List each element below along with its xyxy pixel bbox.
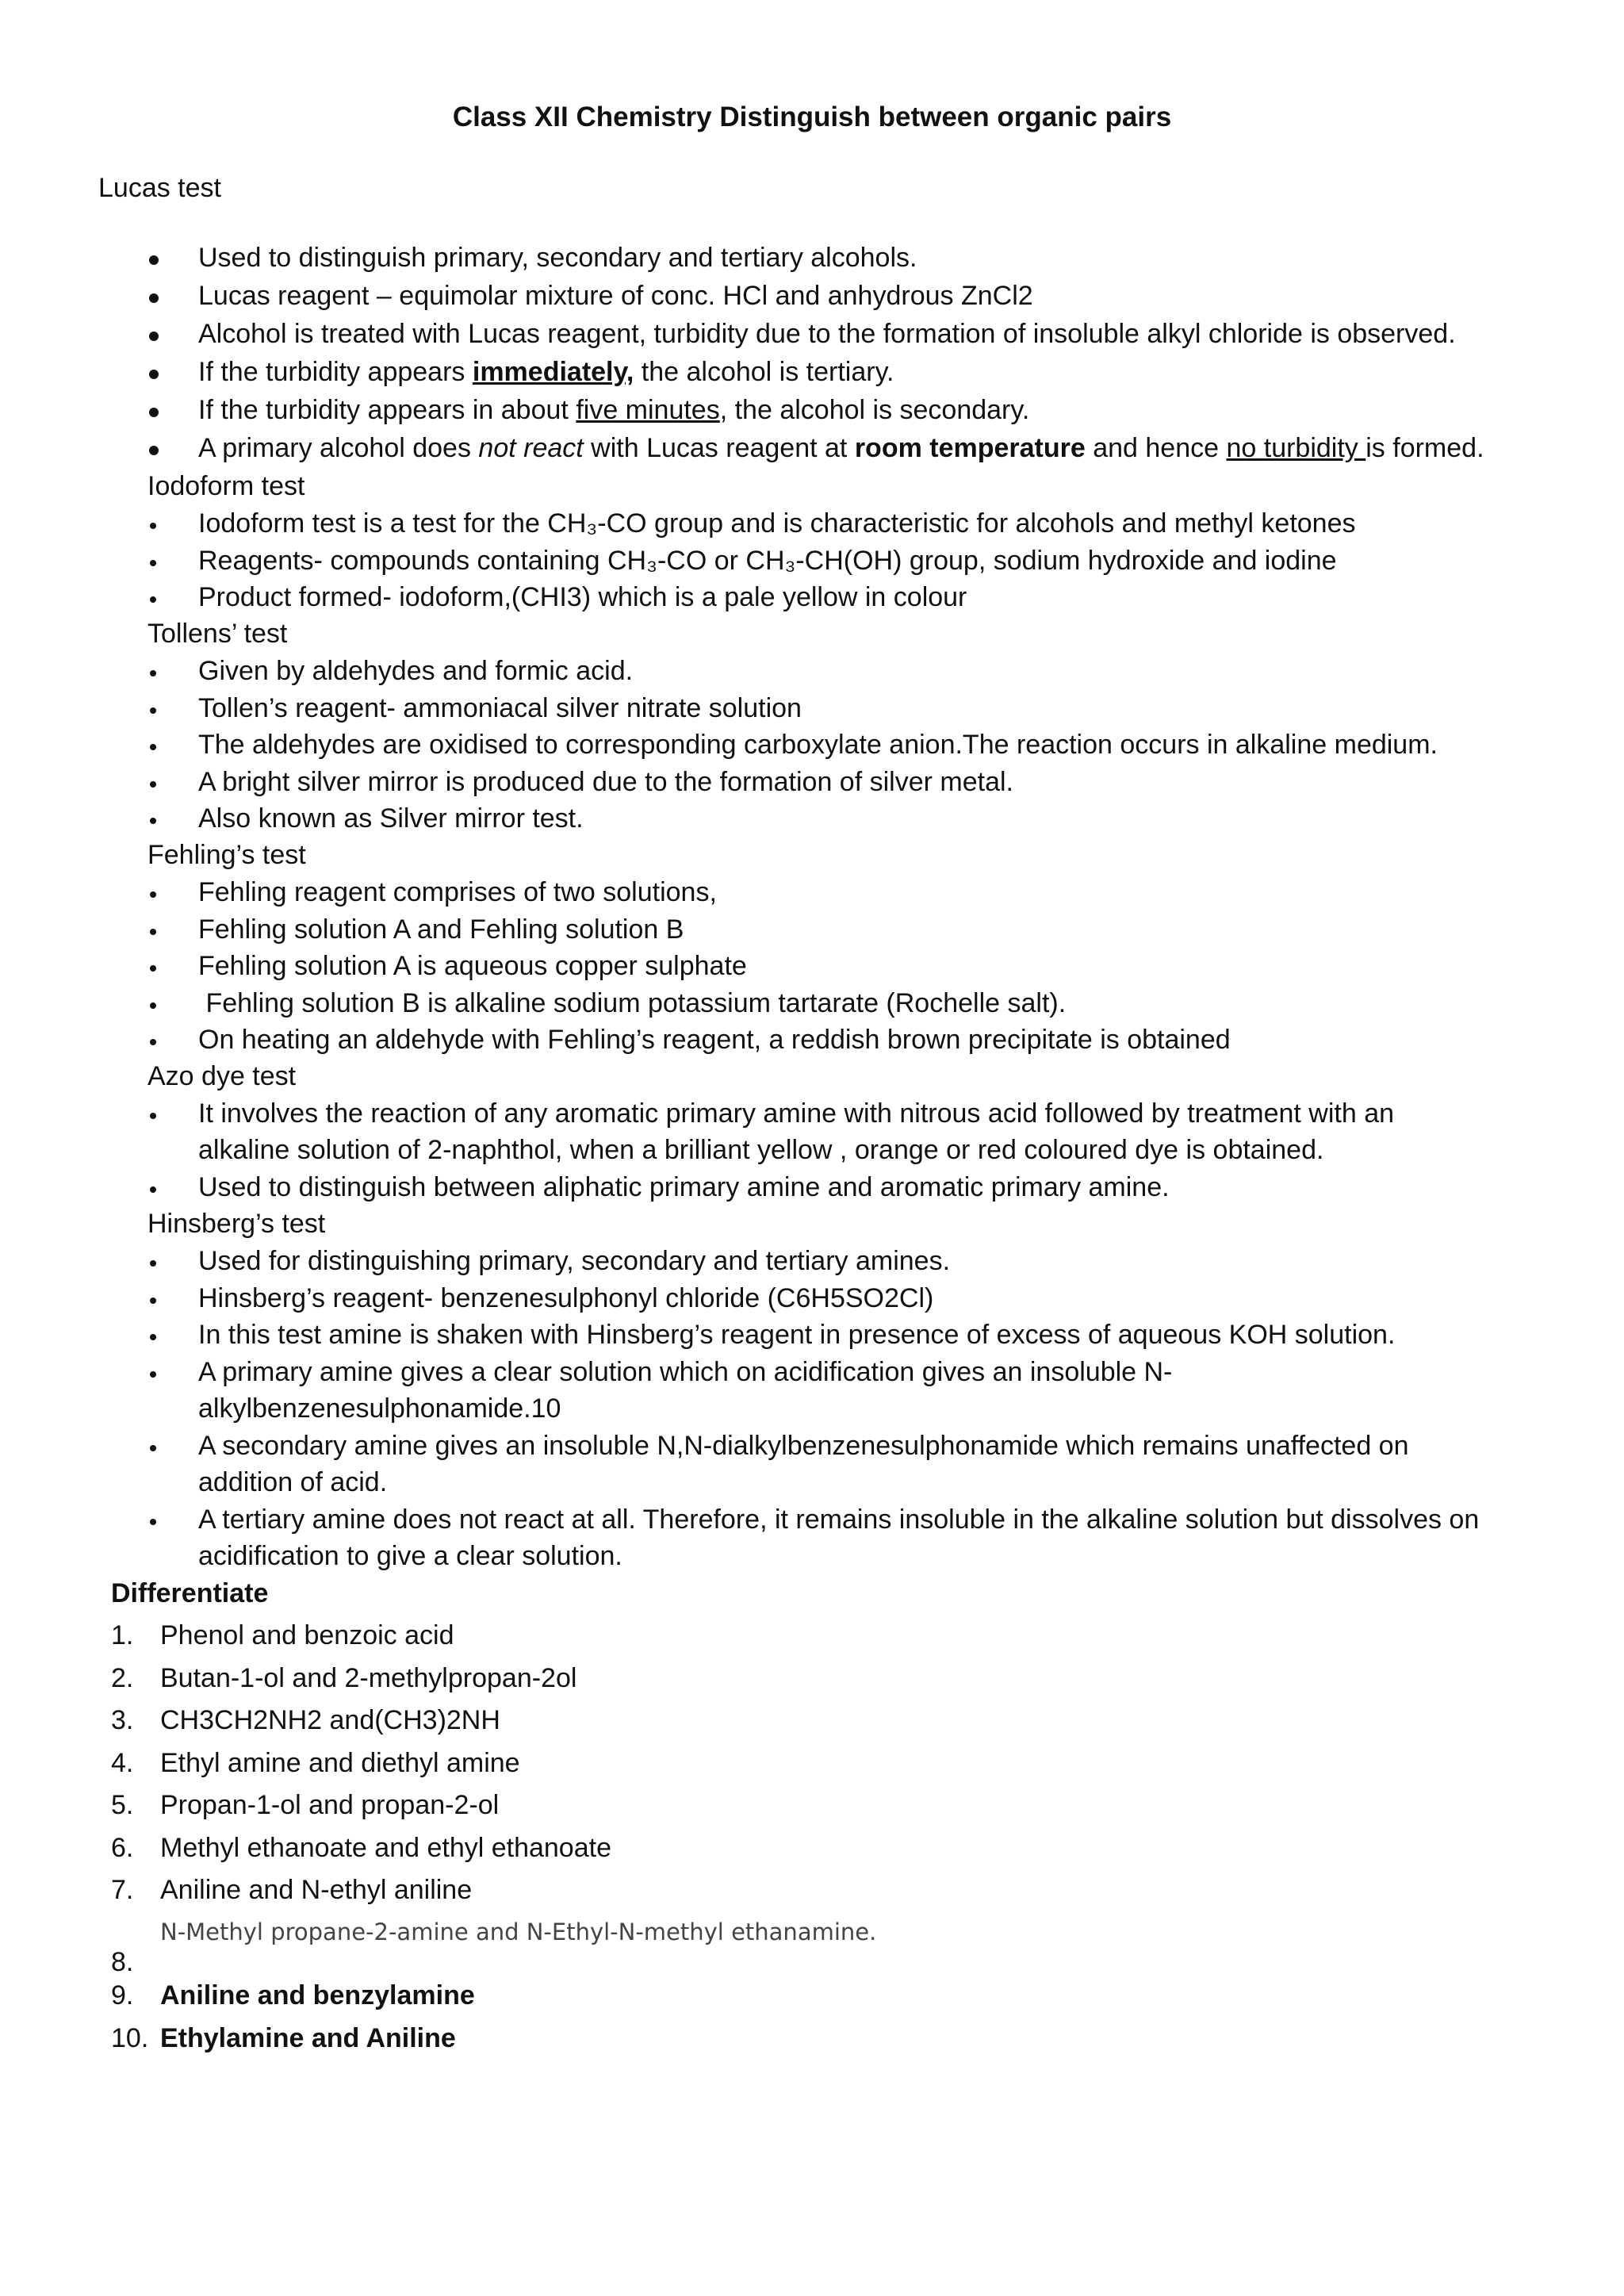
hinsberg-test-heading: Hinsberg’s test [147, 1209, 326, 1239]
tollens-test-heading: Tollens’ test [147, 619, 288, 649]
embedded-text-image: N-Methyl propane-2-amine and N-Ethyl-N-methyl ethanamine. [160, 1918, 877, 1945]
page-title: Class XII Chemistry Distinguish between organic pairs [452, 102, 1172, 132]
fehling-test-heading: Fehling’s test [147, 840, 306, 870]
iodoform-test-heading: Iodoform test [147, 471, 305, 501]
differentiate-heading: Differentiate [111, 1578, 269, 1608]
lucas-test-heading: Lucas test [98, 173, 221, 203]
azo-dye-test-heading: Azo dye test [147, 1061, 297, 1091]
document-page: Class XII Chemistry Distinguish between organic pairs Lucas test Used to distinguish primary, secondary and tertiary alcohols. Lucas reagent – equimolar mixture of conc. HCl and anhydrous ZnCl2 Alcohol is treated with Lucas reagent, turbidity due to the formation of insoluble alkyl chloride is observed. If the turbidity appears immediately, the alcohol is tertiary. If the turbidity appears in about five minutes, the alcohol is secondary. A primary alcohol does not react with Lucas reagent at room temperature and hence no turbidity is formed. Iodoform test Iodoform test is a test for the CH₃-CO group and is characteristic for alcohols and methyl ketones Reagents- compounds containing CH₃-CO or CH₃-CH(OH) group, sodium hydroxide and iodine Product formed- iodoform,(CHI3) which is a pale yellow in colour Tollens’ test Given by aldehydes and formic acid. Tollen’s reagent- ammoniacal silver nitrate solution The aldehydes are oxidised to corresponding carboxylate anion.The reaction occurs in alkaline medium. A bright silver mirror is produced due to the formation of silver metal. Also known as Silver mirror test. Fehling’s test Fehling reagent comprises of two solutions, Fehling solution A and Fehling solution B Fehling solution A is aqueous copper sulphate Fehling solution B is alkaline sodium potassium tartarate (Rochelle salt). On heating an aldehyde with Fehling’s reagent, a reddish brown precipitate is obtained Azo dye test It involves the reaction of any aromatic primary amine with nitrous acid followed by treatment with an alkaline solution of 2-naphthol, when a brilliant yellow , orange or red coloured dye is obtained. Used to distinguish between aliphatic primary amine and aromatic primary amine. Hinsberg’s test Used for distinguishing primary, secondary and tertiary amines. Hinsberg’s reagent- benzenesulphonyl chloride (C6H5SO2Cl) In this test amine is shaken with Hinsberg’s reagent in presence of excess of aqueous KOH solution. A primary amine gives a clear solution which on acidification gives an insoluble N- alkylbenzenesulphonamide.10 A secondary amine gives an insoluble N,N-dialkylbenzenesulphonamide which remains unaffected on addition of acid. A tertiary amine does not react at all. Therefore, it remains insoluble in the alkaline solution but dissolves on acidification to give a clear solution. Differentiate 1. Phenol and benzoic acid 2. Butan-1-ol and 2-methylpropan-2ol 3. CH3CH2NH2 and(CH3)2NH 4. Ethyl amine and diethyl amine 5. Propan-1-ol and propan-2-ol 6. Methyl ethanoate and ethyl ethanoate 7. Aniline and N-ethyl aniline N-Methyl propane-2-amine and N-Ethyl-N-methyl ethanamine. 8. 9. Aniline and benzylamine 10. Ethylamine and Aniline [0, 0, 1624, 2296]
